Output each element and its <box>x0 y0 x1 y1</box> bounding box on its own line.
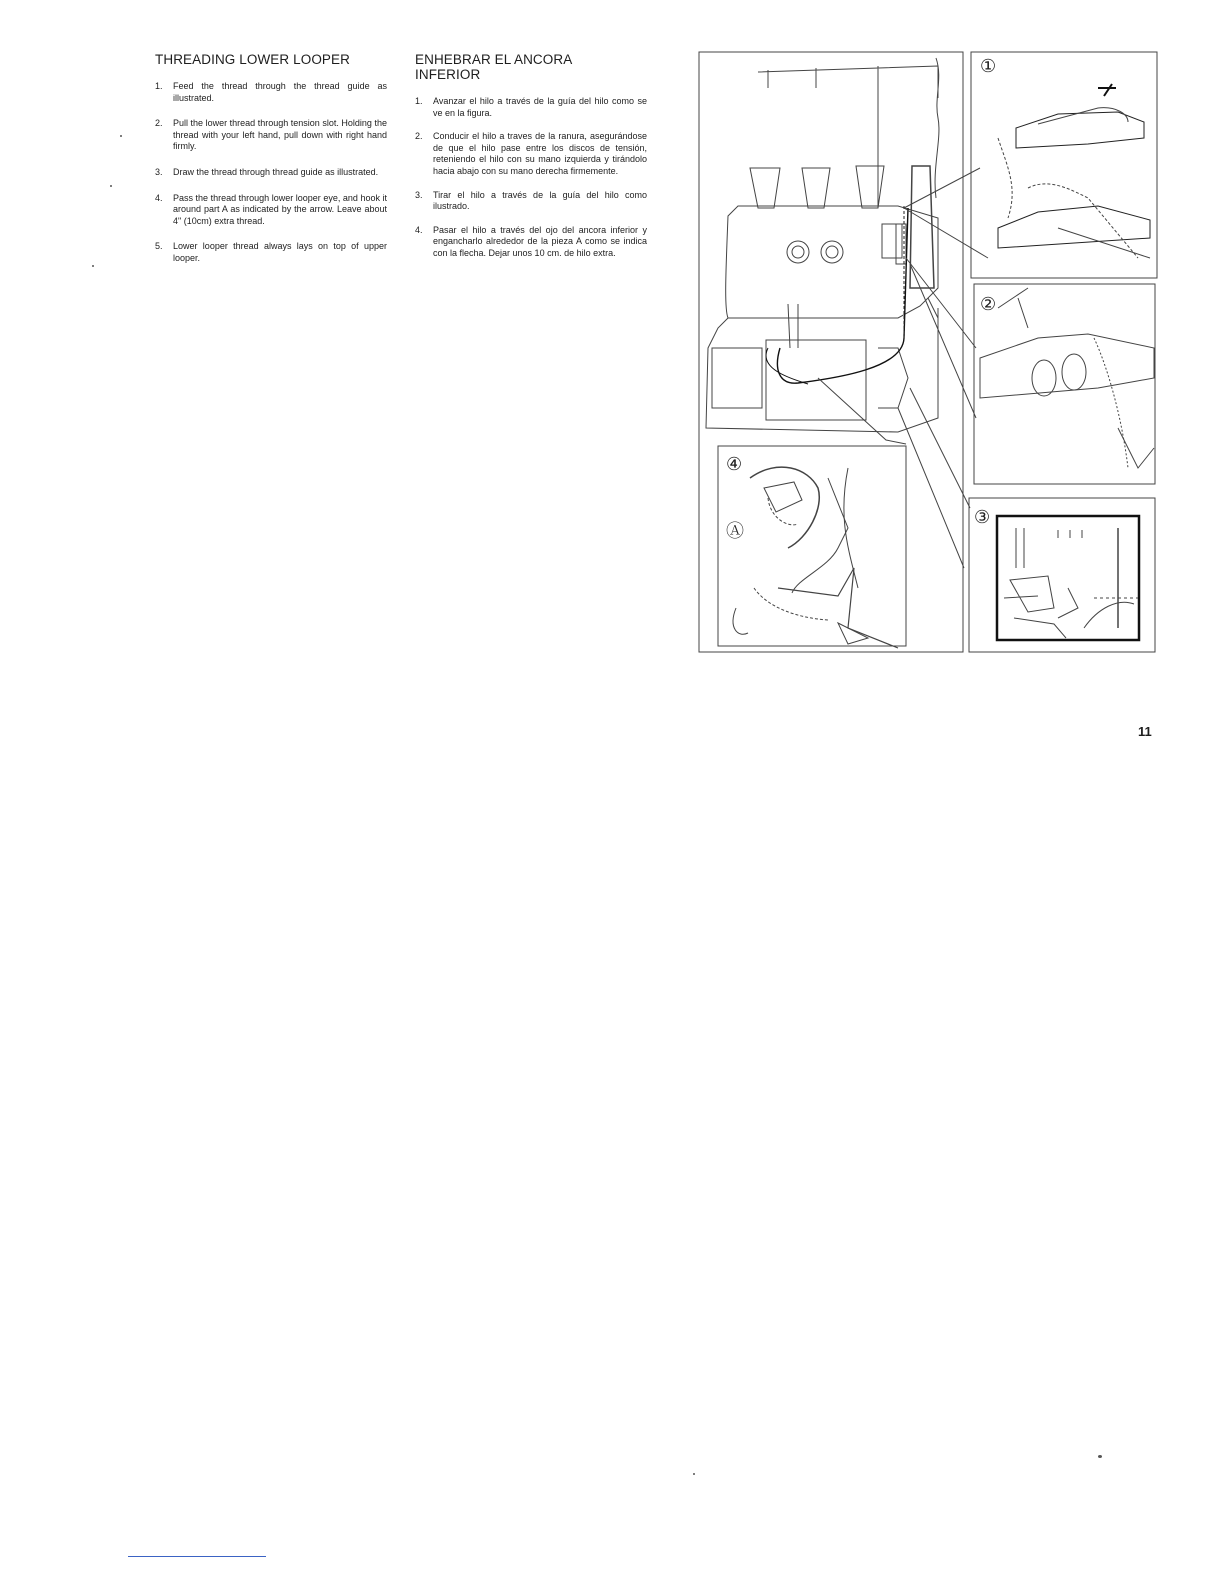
scan-speck <box>693 1473 695 1475</box>
scan-speck <box>110 185 112 187</box>
threading-illustration <box>698 48 1159 656</box>
scan-speck <box>120 135 122 137</box>
scan-speck <box>1098 1455 1102 1458</box>
page-number: 11 <box>1138 724 1152 739</box>
english-steps <box>155 81 387 265</box>
list-item: 4. Pass the thread through lower looper eye, and hook it around part A as indicated by the arrow. Leave about 4" (10cm) extra thread. <box>155 192 387 226</box>
english-title: THREADING LOWER LOOPER <box>155 52 350 67</box>
callout-4: ④ <box>726 454 743 475</box>
spanish-column <box>415 52 647 272</box>
spanish-steps <box>415 96 647 260</box>
english-column <box>155 52 387 279</box>
list-item: 1. Feed the thread through the thread guide as illustrated. <box>155 81 387 103</box>
spanish-title: ENHEBRAR EL ANCORA INFERIOR <box>415 52 572 82</box>
list-item: 2. Pull the lower thread through tension slot. Holding the thread with your left hand, pull down with right hand firmly. <box>155 118 387 152</box>
list-item: 2. Conducir el hilo a traves de la ranura, asegurándose de que el hilo pase entre los discos de tensión, reteniendo el hilo con su mano izquierda y tirándolo hacia abajo con su mano derecha firmemente. <box>415 131 647 176</box>
callout-2: ② <box>980 294 997 315</box>
inset-4-frame <box>718 446 906 646</box>
list-item: 3. Tirar el hilo a través de la guía del hilo como ilustrado. <box>415 189 647 212</box>
callout-1: ① <box>980 56 997 77</box>
list-item: 5. Lower looper thread always lays on top of upper looper. <box>155 241 387 263</box>
callout-a: Ⓐ <box>726 521 744 542</box>
list-item: 3. Draw the thread through thread guide as illustrated. <box>155 166 379 177</box>
list-item: 1. Avanzar el hilo a través de la guía del hilo como se ve en la figura. <box>415 96 647 118</box>
scan-speck <box>92 265 94 267</box>
callout-3: ③ <box>974 507 991 528</box>
bottom-rule <box>128 1556 266 1557</box>
list-item: 4. Pasar el hilo a través del ojo del ancora inferior y engancharlo alrededor de la pieza A como se indica con la flecha. Dejar unos 10 cm. de hilo extra. <box>415 224 647 258</box>
